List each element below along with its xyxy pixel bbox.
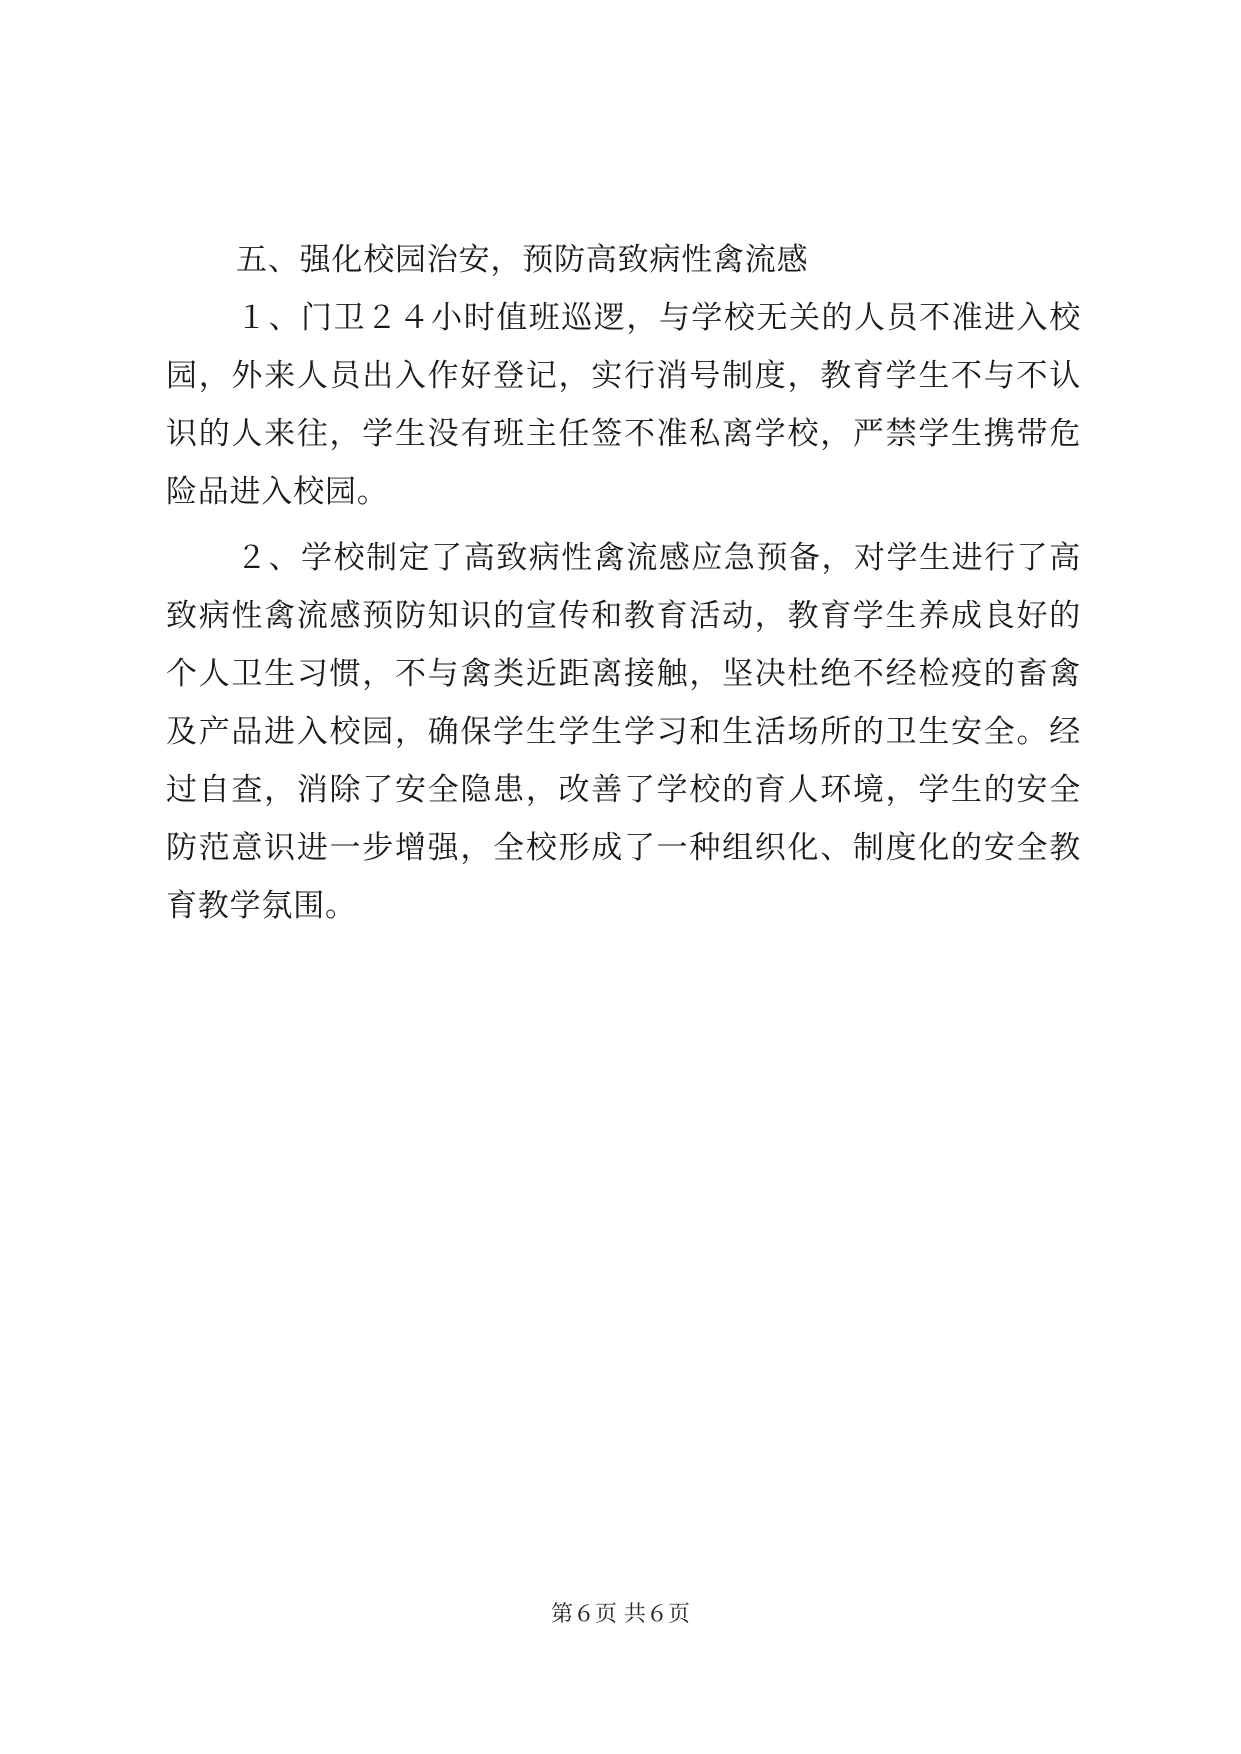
paragraph-line: ２、学校制定了高致病性禽流感应急预备，对学生进行了高 [236,540,1081,576]
section-heading: 五、强化校园治安，预防高致病性禽流感 [236,242,809,278]
page-number-footer: 第６页 共６页 [551,1602,690,1627]
paragraph-line: 育教学氛围。 [166,888,357,924]
paragraph-2 [166,529,1081,935]
paragraph-spacer [166,521,1081,529]
document-body [166,231,1081,935]
paragraph-line: 防范意识进一步增强，全校形成了一种组织化、制度化的安全教 [166,830,1081,866]
paragraph-line: 园，外来人员出入作好登记，实行消号制度，教育学生不与不认 [166,358,1081,394]
paragraph-1 [166,289,1081,521]
paragraph-line: 致病性禽流感预防知识的宣传和教育活动，教育学生养成良好的 [166,598,1081,634]
paragraph-line: １、门卫２４小时值班巡逻，与学校无关的人员不准进入校 [236,300,1081,336]
paragraph-line: 及产品进入校园，确保学生学生学习和生活场所的卫生安全。经 [166,714,1081,750]
paragraph-line: 过自查，消除了安全隐患，改善了学校的育人环境，学生的安全 [166,772,1081,808]
paragraph-line: 个人卫生习惯，不与禽类近距离接触，坚决杜绝不经检疫的畜禽 [166,656,1081,692]
paragraph-line: 险品进入校园。 [166,474,389,510]
paragraph-line: 识的人来往，学生没有班主任签不准私离学校，严禁学生携带危 [166,416,1081,452]
